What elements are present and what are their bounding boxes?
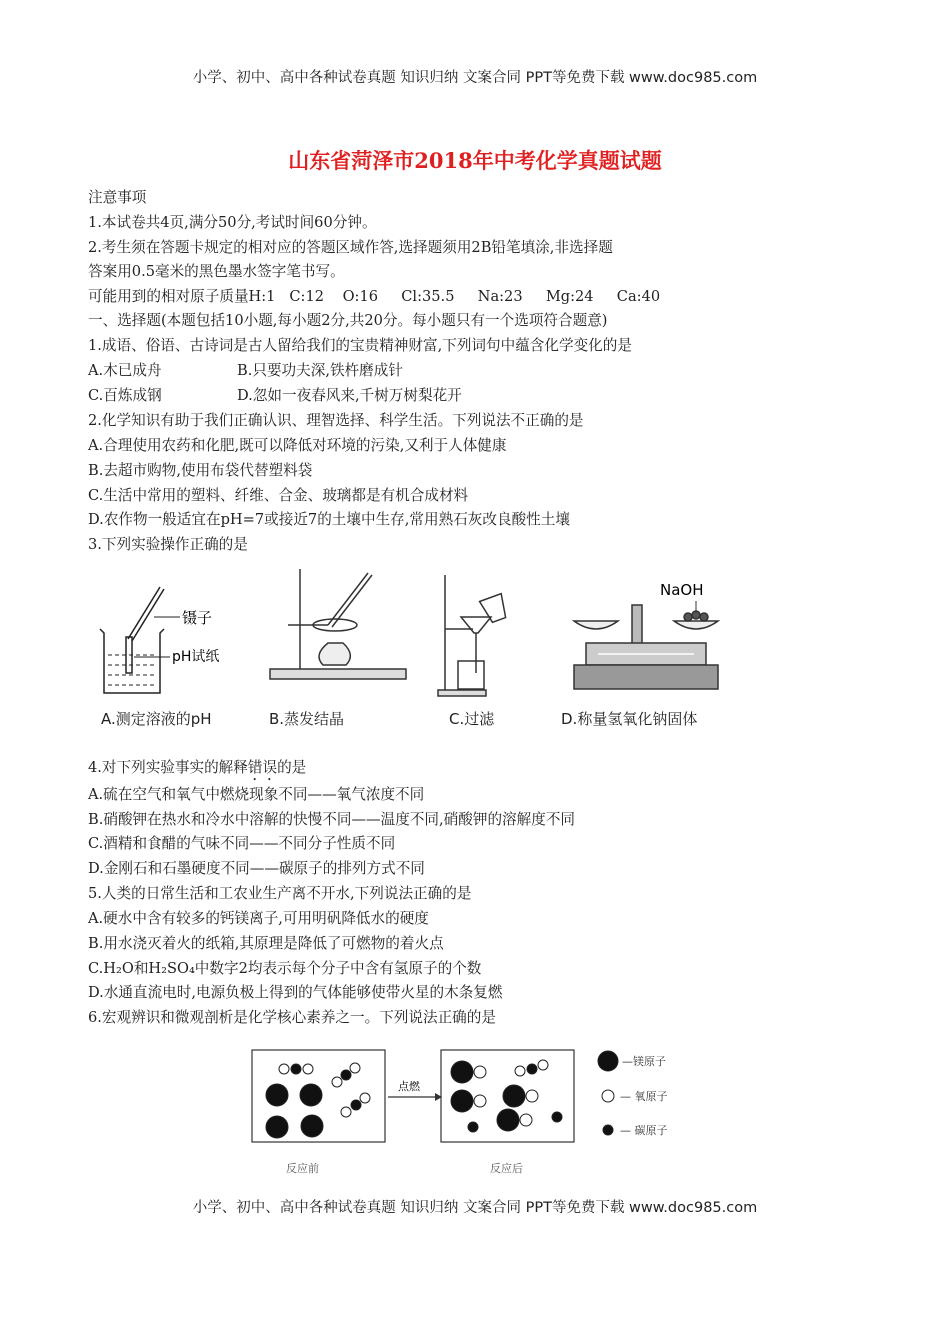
page-header: 小学、初中、高中各种试卷真题 知识归纳 文案合同 PPT等免费下载 www.doc985.com xyxy=(192,70,758,86)
before-particles xyxy=(266,1063,370,1138)
q4-option-c: C.酒精和食醋的气味不同——不同分子性质不同 xyxy=(88,835,396,852)
q3-option-b: B.蒸发结晶 xyxy=(269,710,345,728)
after-particles xyxy=(451,1060,562,1132)
page-footer: 小学、初中、高中各种试卷真题 知识归纳 文案合同 PPT等免费下载 www.doc985.com xyxy=(192,1200,758,1216)
legend-carbon: — 碳原子 xyxy=(620,1124,668,1137)
magnesium-atom-icon xyxy=(598,1051,618,1071)
q3-stem: 3.下列实验操作正确的是 xyxy=(88,536,248,553)
q4-stem xyxy=(88,758,306,784)
q1-option-a: A.木已成舟 xyxy=(88,362,162,379)
q1-option-b: B.只要功夫深,铁杵磨成针 xyxy=(237,362,403,379)
q4-option-d: D.金刚石和石墨硬度不同——碳原子的排列方式不同 xyxy=(88,860,425,877)
filtration-figure xyxy=(438,575,509,696)
q3-option-c: C.过滤 xyxy=(449,710,495,728)
q4-option-b: B.硝酸钾在热水和冷水中溶解的快慢不同——温度不同,硝酸钾的溶解度不同 xyxy=(88,811,576,828)
q5-stem: 5.人类的日常生活和工农业生产离不开水,下列说法正确的是 xyxy=(88,885,472,902)
q1-option-d: D.忽如一夜春风来,千树万树梨花开 xyxy=(237,387,462,404)
q4-stem-pre: 4.对下列实验事实的解释 xyxy=(88,759,248,776)
q6-reaction-diagram xyxy=(240,1040,700,1180)
q3-apparatus-figures xyxy=(88,565,728,705)
q2-option-d: D.农作物一般适宜在pH=7或接近7的土壤中生存,常用熟石灰改良酸性土壤 xyxy=(88,511,570,528)
legend xyxy=(598,1051,618,1135)
after-label: 反应后 xyxy=(490,1162,523,1175)
label-naoh: NaOH xyxy=(660,581,704,599)
evaporation-figure xyxy=(270,569,406,679)
q4-option-a: A.硫在空气和氧气中燃烧现象不同——氧气浓度不同 xyxy=(88,786,425,803)
legend-oxygen: — 氧原子 xyxy=(620,1090,668,1103)
q3-option-a: A.测定溶液的pH xyxy=(101,710,212,728)
note-2a: 2.考生须在答题卡规定的相对应的答题区域作答,选择题须用2B铅笔填涂,非选择题 xyxy=(88,239,613,256)
label-ph-paper: pH试纸 xyxy=(172,649,220,665)
q6-stem: 6.宏观辨识和微观剖析是化学核心素养之一。下列说法正确的是 xyxy=(88,1009,496,1026)
label-tweezers: 镊子 xyxy=(182,609,213,627)
atomic-masses: 可能用到的相对原子质量H:1 C:12 O:16 Cl:35.5 Na:23 Mg:24 Ca:40 xyxy=(88,288,661,305)
q5-option-b: B.用水浇灭着火的纸箱,其原理是降低了可燃物的着火点 xyxy=(88,935,444,952)
beaker-ph-figure xyxy=(100,587,180,693)
q5-option-d: D.水通直流电时,电源负极上得到的气体能够使带火星的木条复燃 xyxy=(88,984,503,1001)
oxygen-atom-icon xyxy=(602,1090,614,1102)
note-1: 1.本试卷共4页,满分50分,考试时间60分钟。 xyxy=(88,214,377,231)
notes-heading: 注意事项 xyxy=(88,189,147,206)
q2-option-a: A.合理使用农药和化肥,既可以降低对环境的污染,又利于人体健康 xyxy=(88,437,507,454)
before-label: 反应前 xyxy=(286,1162,319,1175)
page-title: 山东省菏泽市2018年中考化学真题试题 xyxy=(288,148,662,173)
balance-figure xyxy=(574,601,718,689)
q5-option-a: A.硬水中含有较多的钙镁离子,可用明矾降低水的硬度 xyxy=(88,910,429,927)
arrow-label: 点燃 xyxy=(398,1080,420,1093)
q4-stem-post: 的是 xyxy=(277,759,307,776)
q4-stem-emphasis: 错误 xyxy=(247,759,278,776)
q3-option-d: D.称量氢氧化钠固体 xyxy=(561,710,698,728)
section-heading: 一、选择题(本题包括10小题,每小题2分,共20分。每小题只有一个选项符合题意) xyxy=(88,312,608,329)
q1-option-c: C.百炼成钢 xyxy=(88,387,162,404)
q2-stem: 2.化学知识有助于我们正确认识、理智选择、科学生活。下列说法不正确的是 xyxy=(88,412,584,429)
q1-stem: 1.成语、俗语、古诗词是古人留给我们的宝贵精神财富,下列词句中蕴含化学变化的是 xyxy=(88,337,632,354)
legend-magnesium: —镁原子 xyxy=(622,1055,666,1068)
note-2b: 答案用0.5毫米的黑色墨水签字笔书写。 xyxy=(88,263,345,280)
carbon-atom-icon xyxy=(603,1125,613,1135)
q5-option-c: C.H₂O和H₂SO₄中数字2均表示每个分子中含有氢原子的个数 xyxy=(88,960,482,977)
q2-option-c: C.生活中常用的塑料、纤维、合金、玻璃都是有机合成材料 xyxy=(88,487,469,504)
q2-option-b: B.去超市购物,使用布袋代替塑料袋 xyxy=(88,462,313,479)
